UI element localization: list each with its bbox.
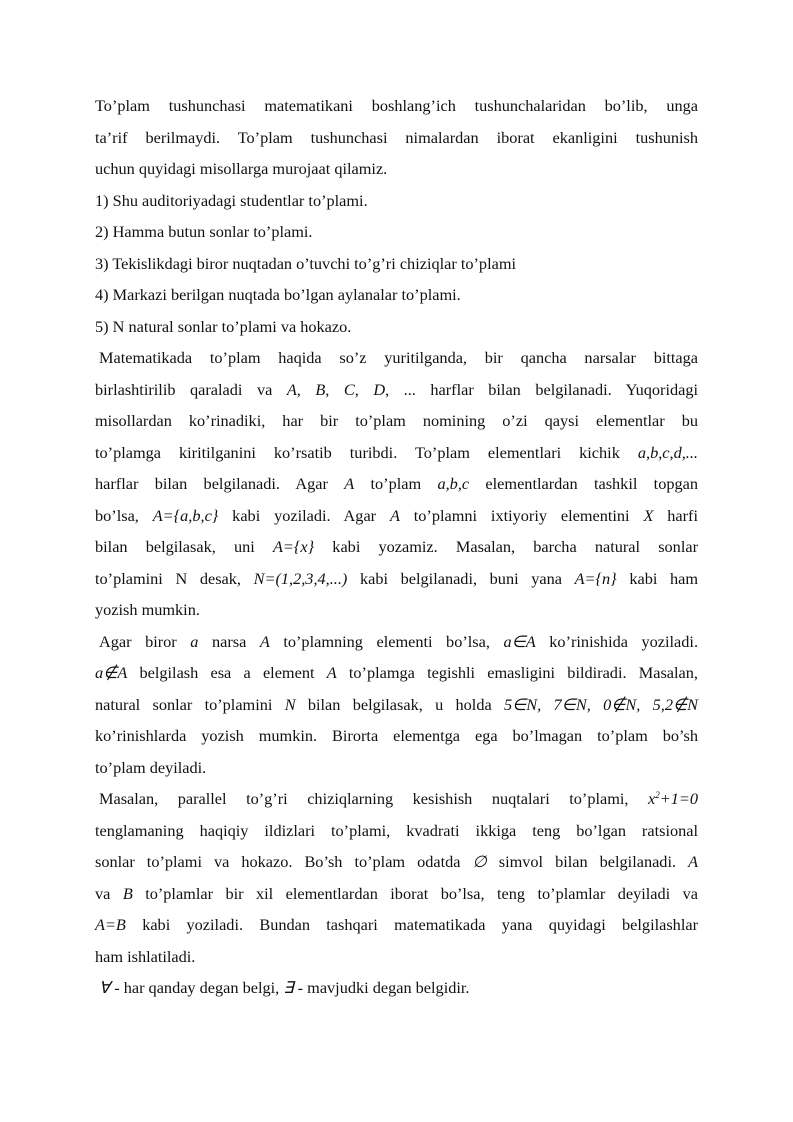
text-line: 2) Hamma butun sonlar to’plami. (95, 222, 313, 241)
text-line: 3) Tekislikdagi biror nuqtadan o’tuvchi to’g’ri chiziqlar to’plami (95, 253, 517, 273)
text-line: harflar bilan belgilanadi. Agar A to’plam a,b,c elementlardan tashkil topgan (95, 474, 698, 493)
text-line: bilan belgilasak, uni A={x} kabi yozamiz. Masalan, barcha natural sonlar (95, 537, 698, 556)
text-line: misollardan ko’rinadiki, har bir to’plam nomining o’zi qaysi elementlar bu (95, 411, 698, 430)
text-line: ham ishlatiladi. (95, 946, 196, 966)
text-line: to’plamini N desak, N=(1,2,3,4,...) kabi belgilanadi, buni yana A={n} kabi ham (95, 568, 699, 588)
text-line: ko’rinishlarda yozish mumkin. Birorta elementga ega bo’lmagan to’plam bo’sh (95, 726, 698, 745)
text-line: va B to’plamlar bir xil elementlardan iborat bo’lsa, teng to’plamlar deyiladi va (95, 883, 698, 903)
text-line: to’plam deyiladi. (95, 757, 207, 777)
text-line: 4) Markazi berilgan nuqtada bo’lgan aylanalar to’plami. (95, 285, 461, 304)
text-line: a∉A belgilash esa a element A to’plamga tegishli emasligini bildiradi. Masalan, (95, 663, 698, 682)
text-line: ta’rif berilmaydi. To’plam tushunchasi nimalardan iborat ekanligini tushunish (95, 127, 698, 147)
text-line: sonlar to’plami va hokazo. Bo’sh to’plam odatda ∅ simvol bilan belgilanadi. A (95, 852, 699, 871)
text-line: to’plamga kiritilganini ko’rsatib turibdi. To’plam elementlari kichik a,b,c,d,... (95, 442, 698, 462)
text-line: yozish mumkin. (95, 600, 200, 619)
text-line: 1) Shu auditoriyadagi studentlar to’plami. (95, 190, 368, 210)
text-line: Matematikada to’plam haqida so’z yuritilganda, bir qancha narsalar bittaga (99, 348, 698, 367)
text-line: To’plam tushunchasi matematikani boshlang’ich tushunchalaridan bo’lib, unga (95, 96, 698, 115)
text-line: ∀ - har qanday degan belgi, ∃ - mavjudki degan belgidir. (99, 978, 470, 997)
text-line: natural sonlar to’plamini N bilan belgilasak, u holda 5∈N, 7∈N, 0∉N, 5,2∉N (95, 694, 699, 714)
document-body (95, 90, 698, 1004)
text-line: Agar biror a narsa A to’plamning elementi bo’lsa, a∈A ko’rinishida yoziladi. (99, 631, 699, 651)
text-line: 5) N natural sonlar to’plami va hokazo. (95, 316, 352, 336)
text-line: bo’lsa, A={a,b,c} kabi yoziladi. Agar A to’plamni ixtiyoriy elementini X harfi (95, 505, 698, 525)
text-line: tenglamaning haqiqiy ildizlari to’plami, kvadrati ikkiga teng bo’lgan ratsional (95, 820, 698, 840)
text-line: Masalan, parallel to’g’ri chiziqlarning kesishish nuqtalari to’plami, $x^2+1=0$ (99, 789, 698, 808)
text-line: A=B kabi yoziladi. Bundan tashqari matematikada yana quyidagi belgilashlar (95, 915, 698, 934)
text-line: birlashtirilib qaraladi va A, B, C, D, ... harflar bilan belgilanadi. Yuqoridagi (95, 379, 698, 399)
text-line: uchun quyidagi misollarga murojaat qilamiz. (95, 159, 388, 178)
